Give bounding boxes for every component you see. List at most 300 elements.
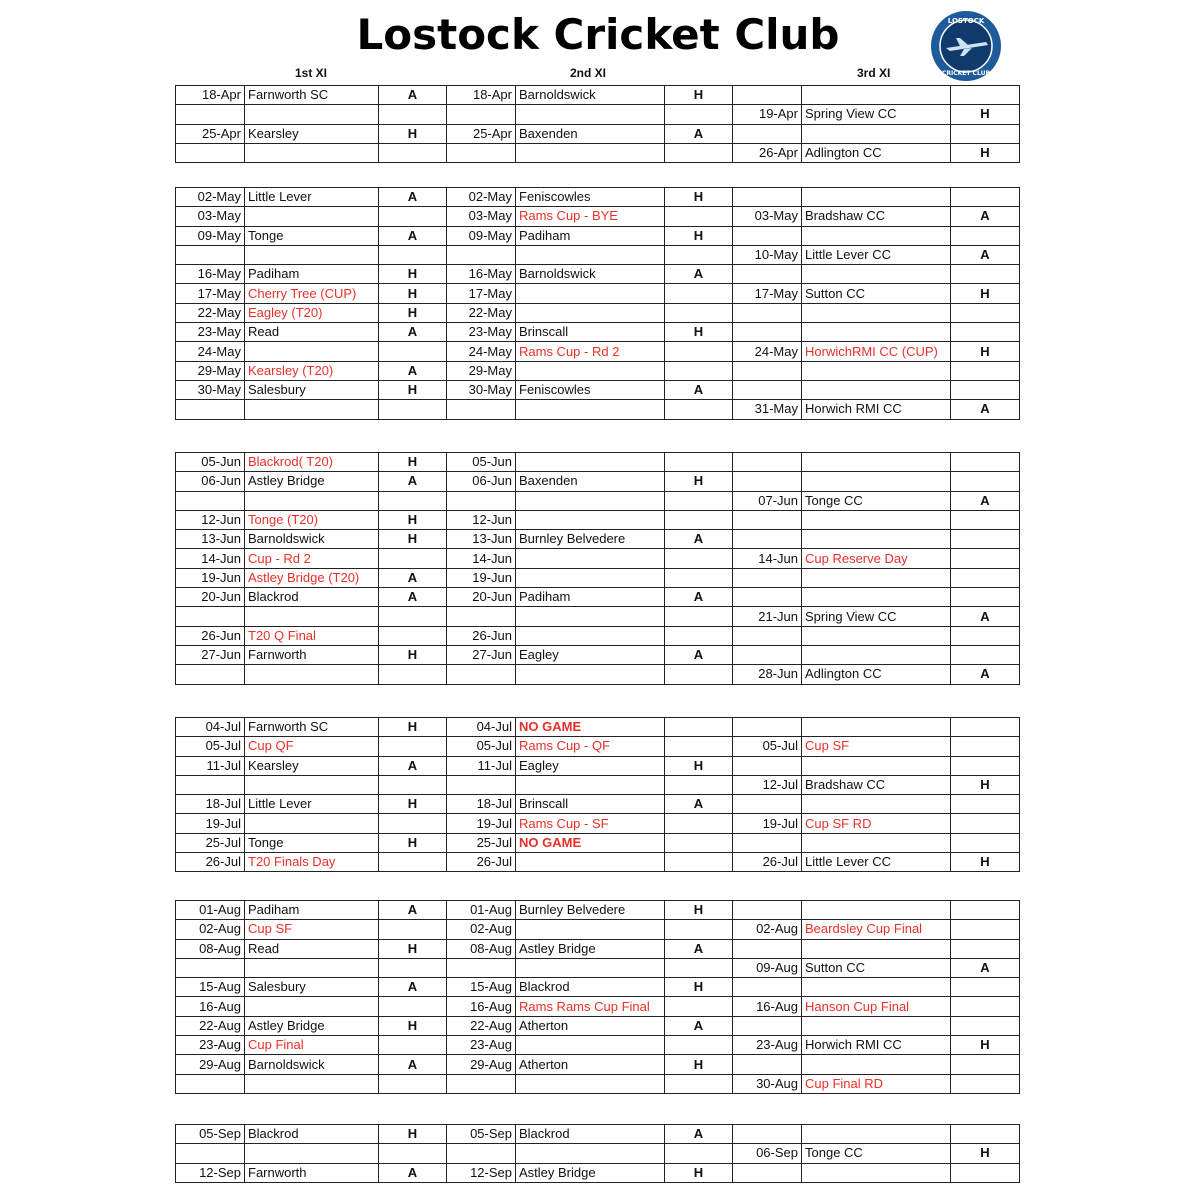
opponent-3rd-cell [802,86,951,105]
opponent-1st-cell: Kearsley [245,124,379,143]
fixture-row [176,1125,1020,1144]
date-2nd-cell: 02-May [447,188,516,207]
opponent-1st-cell: T20 Finals Day [245,853,379,872]
venue-3rd-cell: H [951,143,1020,162]
logo-text-bottom: CRICKET CLUB [941,70,991,77]
date-1st-cell: 14-Jun [176,549,245,568]
opponent-2nd-cell: NO GAME [516,833,665,852]
date-3rd-cell [733,124,802,143]
venue-3rd-cell [951,626,1020,645]
venue-1st-cell [379,814,447,833]
venue-1st-cell: H [379,265,447,284]
date-1st-cell: 22-May [176,303,245,322]
opponent-3rd-cell [802,510,951,529]
venue-2nd-cell: A [665,1125,733,1144]
opponent-1st-cell: Blackrod [245,588,379,607]
venue-2nd-cell [665,143,733,162]
venue-3rd-cell: A [951,245,1020,264]
venue-1st-cell: H [379,530,447,549]
venue-1st-cell [379,1074,447,1093]
fixture-row [176,1055,1020,1074]
date-3rd-cell [733,1016,802,1035]
fixture-row [176,188,1020,207]
date-1st-cell: 13-Jun [176,530,245,549]
opponent-1st-cell [245,143,379,162]
date-3rd-cell [733,510,802,529]
date-1st-cell [176,105,245,124]
fixture-row [176,1144,1020,1163]
venue-2nd-cell [665,207,733,226]
date-2nd-cell [447,1144,516,1163]
date-1st-cell: 09-May [176,226,245,245]
opponent-1st-cell: Tonge [245,226,379,245]
date-1st-cell [176,400,245,419]
venue-3rd-cell: A [951,207,1020,226]
opponent-2nd-cell: Brinscall [516,323,665,342]
venue-3rd-cell [951,265,1020,284]
date-2nd-cell: 18-Jul [447,795,516,814]
fixture-row [176,453,1020,472]
venue-1st-cell [379,105,447,124]
opponent-2nd-cell: Atherton [516,1016,665,1035]
date-1st-cell: 18-Apr [176,86,245,105]
header-3rd-xi: 3rd XI [857,66,891,80]
date-2nd-cell: 29-May [447,361,516,380]
venue-1st-cell [379,1036,447,1055]
fixture-row [176,226,1020,245]
fixture-row [176,510,1020,529]
opponent-3rd-cell [802,303,951,322]
venue-2nd-cell: A [665,380,733,399]
date-3rd-cell: 14-Jun [733,549,802,568]
date-3rd-cell [733,718,802,737]
opponent-3rd-cell [802,472,951,491]
fixture-row [176,939,1020,958]
venue-3rd-cell [951,361,1020,380]
venue-3rd-cell: A [951,400,1020,419]
date-3rd-cell: 12-Jul [733,775,802,794]
venue-1st-cell: H [379,939,447,958]
venue-3rd-cell [951,1074,1020,1093]
opponent-2nd-cell: Astley Bridge [516,939,665,958]
opponent-1st-cell: Read [245,939,379,958]
venue-3rd-cell [951,795,1020,814]
date-2nd-cell: 09-May [447,226,516,245]
opponent-1st-cell [245,958,379,977]
opponent-2nd-cell [516,958,665,977]
opponent-3rd-cell [802,833,951,852]
venue-3rd-cell [951,1055,1020,1074]
opponent-2nd-cell [516,607,665,626]
opponent-2nd-cell: Rams Rams Cup Final [516,997,665,1016]
date-1st-cell: 06-Jun [176,472,245,491]
opponent-2nd-cell [516,549,665,568]
fixture-row [176,997,1020,1016]
venue-3rd-cell [951,737,1020,756]
date-1st-cell: 08-Aug [176,939,245,958]
venue-3rd-cell: A [951,665,1020,684]
date-1st-cell: 04-Jul [176,718,245,737]
fixture-row [176,775,1020,794]
venue-2nd-cell: H [665,86,733,105]
opponent-3rd-cell: Little Lever CC [802,245,951,264]
date-1st-cell: 26-Jul [176,853,245,872]
date-1st-cell: 16-May [176,265,245,284]
date-3rd-cell [733,1125,802,1144]
opponent-2nd-cell: Blackrod [516,978,665,997]
date-1st-cell: 18-Jul [176,795,245,814]
venue-3rd-cell: H [951,853,1020,872]
date-2nd-cell [447,143,516,162]
date-2nd-cell: 12-Jun [447,510,516,529]
fixture-row [176,978,1020,997]
venue-3rd-cell [951,568,1020,587]
fixture-row [176,207,1020,226]
page-title: Lostock Cricket Club [356,10,840,59]
opponent-3rd-cell [802,756,951,775]
venue-3rd-cell: H [951,342,1020,361]
venue-3rd-cell [951,1125,1020,1144]
opponent-2nd-cell: NO GAME [516,718,665,737]
venue-1st-cell [379,143,447,162]
opponent-3rd-cell: Cup Reserve Day [802,549,951,568]
opponent-3rd-cell: Adlington CC [802,665,951,684]
opponent-2nd-cell: Padiham [516,588,665,607]
opponent-1st-cell: Blackrod [245,1125,379,1144]
opponent-1st-cell: Blackrod( T20) [245,453,379,472]
venue-3rd-cell [951,756,1020,775]
venue-3rd-cell [951,303,1020,322]
column-headers [0,66,1200,84]
venue-2nd-cell [665,284,733,303]
date-1st-cell: 19-Jul [176,814,245,833]
venue-3rd-cell [951,124,1020,143]
venue-3rd-cell: A [951,958,1020,977]
opponent-2nd-cell: Feniscowles [516,188,665,207]
venue-3rd-cell [951,588,1020,607]
fixture-row [176,472,1020,491]
date-3rd-cell: 02-Aug [733,920,802,939]
header-2nd-xi: 2nd XI [570,66,607,80]
date-1st-cell: 05-Sep [176,1125,245,1144]
opponent-2nd-cell: Barnoldswick [516,265,665,284]
venue-1st-cell: A [379,86,447,105]
opponent-2nd-cell: Eagley [516,645,665,664]
date-1st-cell: 11-Jul [176,756,245,775]
opponent-2nd-cell [516,491,665,510]
opponent-1st-cell [245,491,379,510]
opponent-1st-cell: Cherry Tree (CUP) [245,284,379,303]
venue-1st-cell: H [379,453,447,472]
opponent-3rd-cell: Spring View CC [802,105,951,124]
venue-2nd-cell: A [665,645,733,664]
date-2nd-cell: 30-May [447,380,516,399]
opponent-2nd-cell [516,510,665,529]
venue-3rd-cell [951,323,1020,342]
venue-2nd-cell: A [665,1016,733,1035]
venue-2nd-cell [665,342,733,361]
venue-2nd-cell: A [665,588,733,607]
opponent-1st-cell: Astley Bridge [245,472,379,491]
venue-3rd-cell: H [951,1144,1020,1163]
fixture-row [176,361,1020,380]
venue-1st-cell: A [379,1163,447,1182]
opponent-1st-cell: Cup SF [245,920,379,939]
date-3rd-cell: 24-May [733,342,802,361]
venue-1st-cell [379,737,447,756]
opponent-3rd-cell: Bradshaw CC [802,207,951,226]
opponent-1st-cell: Tonge [245,833,379,852]
opponent-2nd-cell [516,665,665,684]
venue-1st-cell: H [379,1125,447,1144]
opponent-3rd-cell: Bradshaw CC [802,775,951,794]
venue-3rd-cell [951,510,1020,529]
venue-1st-cell: A [379,756,447,775]
opponent-1st-cell: Astley Bridge [245,1016,379,1035]
date-3rd-cell: 31-May [733,400,802,419]
venue-3rd-cell: H [951,1036,1020,1055]
fixture-row [176,737,1020,756]
date-2nd-cell: 13-Jun [447,530,516,549]
header-1st-xi: 1st XI [295,66,328,80]
date-2nd-cell: 25-Apr [447,124,516,143]
date-1st-cell: 02-Aug [176,920,245,939]
date-2nd-cell [447,665,516,684]
venue-1st-cell: H [379,284,447,303]
venue-1st-cell: A [379,361,447,380]
date-1st-cell: 29-May [176,361,245,380]
venue-2nd-cell [665,400,733,419]
date-3rd-cell [733,472,802,491]
date-3rd-cell [733,188,802,207]
venue-1st-cell: A [379,901,447,920]
date-3rd-cell [733,530,802,549]
venue-2nd-cell [665,510,733,529]
date-2nd-cell: 19-Jul [447,814,516,833]
fixture-row [176,530,1020,549]
date-1st-cell [176,491,245,510]
fixture-row [176,756,1020,775]
opponent-1st-cell [245,607,379,626]
venue-3rd-cell [951,939,1020,958]
venue-2nd-cell [665,626,733,645]
date-2nd-cell: 12-Sep [447,1163,516,1182]
venue-2nd-cell: H [665,1055,733,1074]
venue-1st-cell: H [379,303,447,322]
date-3rd-cell [733,795,802,814]
venue-1st-cell: H [379,1016,447,1035]
venue-1st-cell: H [379,380,447,399]
opponent-3rd-cell [802,1055,951,1074]
venue-2nd-cell [665,1144,733,1163]
opponent-2nd-cell: Rams Cup - SF [516,814,665,833]
venue-2nd-cell [665,737,733,756]
date-1st-cell [176,245,245,264]
venue-3rd-cell [951,1163,1020,1182]
opponent-3rd-cell: Cup SF RD [802,814,951,833]
opponent-1st-cell [245,665,379,684]
opponent-2nd-cell: Rams Cup - Rd 2 [516,342,665,361]
opponent-1st-cell: Farnworth SC [245,86,379,105]
opponent-3rd-cell [802,265,951,284]
venue-3rd-cell [951,978,1020,997]
fixture-row [176,323,1020,342]
fixture-row [176,143,1020,162]
date-3rd-cell: 03-May [733,207,802,226]
opponent-2nd-cell [516,143,665,162]
venue-1st-cell [379,245,447,264]
venue-1st-cell: A [379,472,447,491]
date-2nd-cell: 20-Jun [447,588,516,607]
opponent-1st-cell: Eagley (T20) [245,303,379,322]
opponent-3rd-cell [802,1125,951,1144]
opponent-2nd-cell [516,105,665,124]
opponent-3rd-cell [802,795,951,814]
date-3rd-cell [733,323,802,342]
fixture-row [176,1074,1020,1093]
date-2nd-cell: 17-May [447,284,516,303]
opponent-2nd-cell [516,453,665,472]
venue-2nd-cell: A [665,795,733,814]
date-1st-cell: 30-May [176,380,245,399]
opponent-1st-cell [245,245,379,264]
date-3rd-cell [733,1055,802,1074]
date-2nd-cell: 26-Jun [447,626,516,645]
venue-2nd-cell: H [665,323,733,342]
opponent-3rd-cell [802,588,951,607]
venue-1st-cell [379,920,447,939]
date-1st-cell: 22-Aug [176,1016,245,1035]
date-2nd-cell: 05-Jul [447,737,516,756]
opponent-3rd-cell: HorwichRMI CC (CUP) [802,342,951,361]
venue-3rd-cell: H [951,775,1020,794]
date-1st-cell: 15-Aug [176,978,245,997]
venue-1st-cell: H [379,795,447,814]
opponent-1st-cell [245,207,379,226]
date-1st-cell [176,665,245,684]
opponent-2nd-cell: Rams Cup - QF [516,737,665,756]
date-2nd-cell [447,491,516,510]
date-1st-cell: 12-Sep [176,1163,245,1182]
opponent-1st-cell: Kearsley (T20) [245,361,379,380]
opponent-1st-cell: Barnoldswick [245,1055,379,1074]
opponent-3rd-cell: Hanson Cup Final [802,997,951,1016]
opponent-2nd-cell [516,245,665,264]
fixture-row [176,491,1020,510]
opponent-1st-cell: Little Lever [245,188,379,207]
fixture-row [176,1163,1020,1182]
date-3rd-cell: 23-Aug [733,1036,802,1055]
venue-2nd-cell [665,549,733,568]
opponent-3rd-cell [802,568,951,587]
venue-2nd-cell [665,568,733,587]
venue-2nd-cell: H [665,978,733,997]
fixture-row [176,833,1020,852]
fixture-row [176,265,1020,284]
date-1st-cell: 25-Apr [176,124,245,143]
opponent-2nd-cell [516,303,665,322]
date-1st-cell [176,958,245,977]
opponent-3rd-cell [802,188,951,207]
fixture-row [176,853,1020,872]
date-1st-cell [176,1144,245,1163]
opponent-1st-cell: Astley Bridge (T20) [245,568,379,587]
date-2nd-cell: 01-Aug [447,901,516,920]
date-3rd-cell: 26-Apr [733,143,802,162]
opponent-2nd-cell: Atherton [516,1055,665,1074]
opponent-3rd-cell [802,626,951,645]
fixture-row [176,124,1020,143]
venue-1st-cell: A [379,1055,447,1074]
fixture-block [175,900,1020,1094]
opponent-3rd-cell [802,323,951,342]
venue-1st-cell [379,207,447,226]
date-3rd-cell [733,901,802,920]
fixture-row [176,342,1020,361]
opponent-3rd-cell [802,718,951,737]
opponent-1st-cell: Little Lever [245,795,379,814]
opponent-2nd-cell [516,920,665,939]
opponent-3rd-cell: Cup SF [802,737,951,756]
date-3rd-cell: 28-Jun [733,665,802,684]
opponent-1st-cell: Cup - Rd 2 [245,549,379,568]
opponent-3rd-cell [802,124,951,143]
fixture-row [176,400,1020,419]
opponent-3rd-cell: Cup Final RD [802,1074,951,1093]
venue-2nd-cell [665,814,733,833]
date-3rd-cell: 10-May [733,245,802,264]
opponent-3rd-cell: Horwich RMI CC [802,400,951,419]
date-2nd-cell [447,958,516,977]
opponent-2nd-cell: Burnley Belvedere [516,530,665,549]
date-1st-cell [176,143,245,162]
date-2nd-cell: 06-Jun [447,472,516,491]
date-2nd-cell: 04-Jul [447,718,516,737]
fixture-row [176,588,1020,607]
opponent-1st-cell: Read [245,323,379,342]
opponent-1st-cell [245,814,379,833]
opponent-1st-cell: Salesbury [245,978,379,997]
date-1st-cell: 01-Aug [176,901,245,920]
date-3rd-cell [733,265,802,284]
venue-3rd-cell [951,453,1020,472]
date-3rd-cell: 07-Jun [733,491,802,510]
date-1st-cell: 03-May [176,207,245,226]
venue-2nd-cell [665,775,733,794]
venue-1st-cell: H [379,718,447,737]
venue-3rd-cell [951,1016,1020,1035]
date-2nd-cell: 15-Aug [447,978,516,997]
venue-2nd-cell: H [665,756,733,775]
venue-2nd-cell: H [665,901,733,920]
date-2nd-cell [447,607,516,626]
venue-1st-cell [379,997,447,1016]
fixture-row [176,645,1020,664]
date-3rd-cell [733,833,802,852]
opponent-3rd-cell: Tonge CC [802,1144,951,1163]
date-3rd-cell [733,756,802,775]
venue-2nd-cell [665,453,733,472]
opponent-1st-cell: Barnoldswick [245,530,379,549]
date-1st-cell: 19-Jun [176,568,245,587]
opponent-3rd-cell: Sutton CC [802,958,951,977]
venue-2nd-cell: A [665,530,733,549]
fixture-row [176,920,1020,939]
venue-3rd-cell [951,188,1020,207]
venue-1st-cell [379,549,447,568]
venue-3rd-cell: H [951,105,1020,124]
venue-1st-cell: H [379,645,447,664]
